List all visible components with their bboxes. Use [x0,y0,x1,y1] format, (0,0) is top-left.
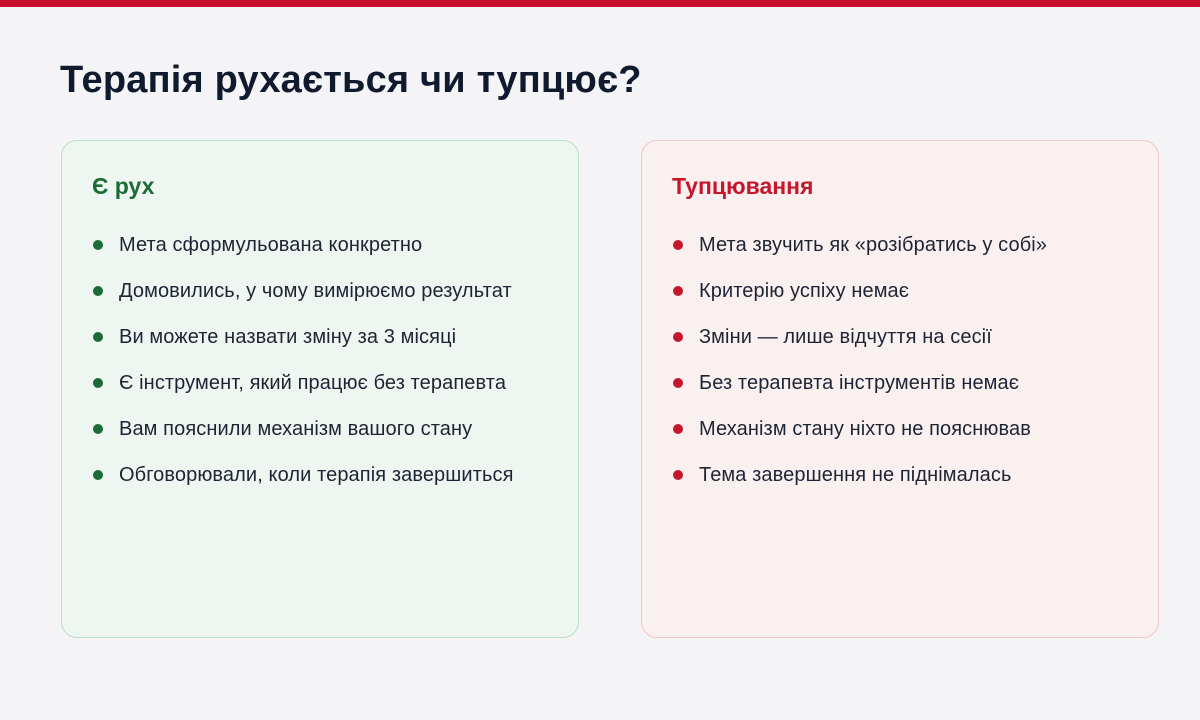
stagnation-card [641,140,1159,638]
stagnation-list [672,231,1128,489]
bullet-dot-icon [93,470,103,480]
list-item-text: Є інструмент, який працює без терапевта [119,372,507,394]
list-item-text: Мета звучить як «розібратись у собі» [699,234,1048,256]
list-item-text: Вам пояснили механізм вашого стану [119,418,473,440]
bullet-dot-icon [673,424,683,434]
progress-card-title: Є рух [92,173,155,199]
list-item [672,231,1128,259]
list-item [92,323,548,351]
list-item [672,323,1128,351]
list-item-text: Обговорювали, коли терапія завершиться [119,464,514,486]
list-item-text: Зміни — лише відчуття на сесії [699,326,992,348]
list-item [92,461,548,489]
bullet-dot-icon [93,240,103,250]
list-item [92,231,548,259]
list-item-text: Ви можете назвати зміну за 3 місяці [119,326,457,348]
list-item-text: Тема завершення не піднімалась [699,464,1012,486]
bullet-dot-icon [93,424,103,434]
list-item [672,369,1128,397]
bullet-dot-icon [673,470,683,480]
list-item [92,415,548,443]
bullet-dot-icon [673,378,683,388]
bullet-dot-icon [673,240,683,250]
stagnation-card-title: Тупцювання [672,173,814,199]
bullet-dot-icon [673,286,683,296]
bullet-dot-icon [93,286,103,296]
bullet-dot-icon [93,378,103,388]
list-item-text: Критерію успіху немає [699,280,910,302]
page-title: Терапія рухається чи тупцює? [60,59,642,101]
list-item [92,277,548,305]
list-item-text: Без терапевта інструментів немає [699,372,1020,394]
list-item [92,369,548,397]
list-item [672,461,1128,489]
list-item-text: Домовились, у чому вимірюємо результат [119,280,512,302]
list-item [672,415,1128,443]
top-accent-bar [0,0,1200,7]
progress-card [61,140,579,638]
list-item [672,277,1128,305]
progress-list [92,231,548,489]
list-item-text: Механізм стану ніхто не пояснював [699,418,1031,440]
list-item-text: Мета сформульована конкретно [119,234,423,256]
bullet-dot-icon [673,332,683,342]
bullet-dot-icon [93,332,103,342]
